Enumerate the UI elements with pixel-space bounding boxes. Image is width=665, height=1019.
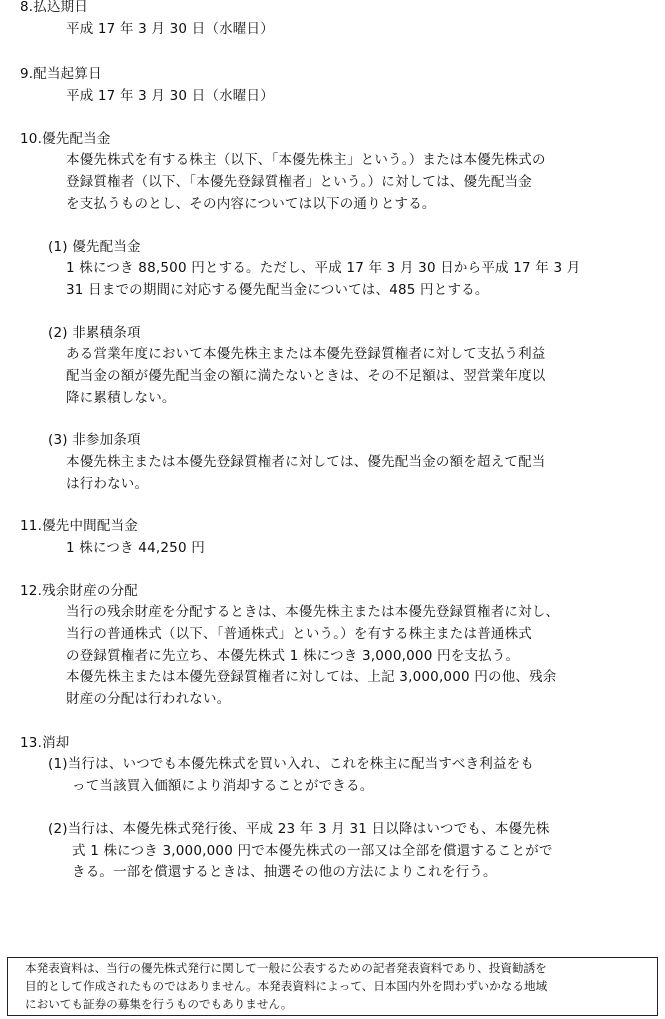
section-13-item-2-line: 式 1 株につき 3,000,000 円で本優先株式の一部又は全部を償還することがで bbox=[72, 843, 553, 859]
section-10-item-2-line: 配当金の額が優先配当金の額に満たないときは、その不足額は、翌営業年度以 bbox=[66, 368, 546, 384]
section-10-line: を支払うものとし、その内容については以下の通りとする。 bbox=[66, 196, 436, 212]
section-10-heading: 10.優先配当金 bbox=[20, 131, 111, 147]
section-13-item-1-line: って当該買入価額により消却することができる。 bbox=[72, 778, 374, 794]
section-10-item-3-line: 本優先株主または本優先登録質権者に対しては、優先配当金の額を超えて配当 bbox=[66, 454, 546, 470]
section-13-item-1-line: (1)当行は、いつでも本優先株式を買い入れ、これを株主に配当すべき利益をも bbox=[48, 756, 535, 772]
section-10-item-2-line: ある営業年度において本優先株主または本優先登録質権者に対して支払う利益 bbox=[66, 346, 546, 362]
section-13-item-2-line: きる。一部を償還するときは、抽選その他の方法によりこれを行う。 bbox=[72, 864, 497, 880]
section-10-item-1-line: 1 株につき 88,500 円とする。ただし、平成 17 年 3 月 30 日から平成 17 年 3 月 bbox=[66, 260, 581, 276]
section-9-date: 平成 17 年 3 月 30 日（水曜日） bbox=[66, 88, 274, 104]
section-10-item-1-heading: (1) 優先配当金 bbox=[48, 239, 141, 255]
section-8-heading: 8.払込期日 bbox=[20, 0, 89, 15]
section-10-line: 登録質権者（以下、「本優先登録質権者」という。）に対しては、優先配当金 bbox=[66, 174, 532, 190]
section-8-date: 平成 17 年 3 月 30 日（水曜日） bbox=[66, 21, 274, 37]
section-10-line: 本優先株式を有する株主（以下、「本優先株主」という。）または本優先株式の bbox=[66, 152, 546, 168]
section-12-line: 当行の残余財産を分配するときは、本優先株主または本優先登録質権者に対し、 bbox=[66, 604, 560, 620]
section-10-item-2-heading: (2) 非累積条項 bbox=[48, 325, 141, 341]
section-12-line: 財産の分配は行われない。 bbox=[66, 691, 231, 707]
section-11-line: 1 株につき 44,250 円 bbox=[66, 540, 205, 556]
section-10-item-3-line: は行わない。 bbox=[66, 476, 149, 492]
section-12-line: の登録質権者に先立ち、本優先株式 1 株につき 3,000,000 円を支払う。 bbox=[66, 648, 520, 664]
section-10-item-2-line: 降に累積しない。 bbox=[66, 390, 176, 406]
section-12-heading: 12.残余財産の分配 bbox=[20, 583, 138, 599]
section-11-heading: 11.優先中間配当金 bbox=[20, 518, 138, 534]
section-13-heading: 13.消却 bbox=[20, 735, 70, 751]
section-13-item-2-line: (2)当行は、本優先株式発行後、平成 23 年 3 月 31 日以降はいつでも、本優先株 bbox=[48, 821, 550, 837]
section-12-line: 本優先株主または本優先登録質権者に対しては、上記 3,000,000 円の他、残余 bbox=[66, 669, 557, 685]
section-12-line: 当行の普通株式（以下、「普通株式」という。）を有する株主または普通株式 bbox=[66, 626, 532, 642]
disclaimer-line: 目的として作成されたものではありません。本発表資料によって、日本国内外を問わずいかなる地域 bbox=[25, 979, 548, 993]
section-10-item-3-heading: (3) 非参加条項 bbox=[48, 432, 141, 448]
section-10-item-1-line: 31 日までの期間に対応する優先配当金については、485 円とする。 bbox=[66, 282, 489, 298]
disclaimer-line: 本発表資料は、当行の優先株式発行に関して一般に公表するための記者発表資料であり、投資勧誘を bbox=[25, 961, 547, 975]
disclaimer-line: においても証券の募集を行うものでもありません。 bbox=[25, 997, 293, 1011]
disclaimer-box bbox=[7, 957, 658, 1016]
section-9-heading: 9.配当起算日 bbox=[20, 66, 102, 82]
